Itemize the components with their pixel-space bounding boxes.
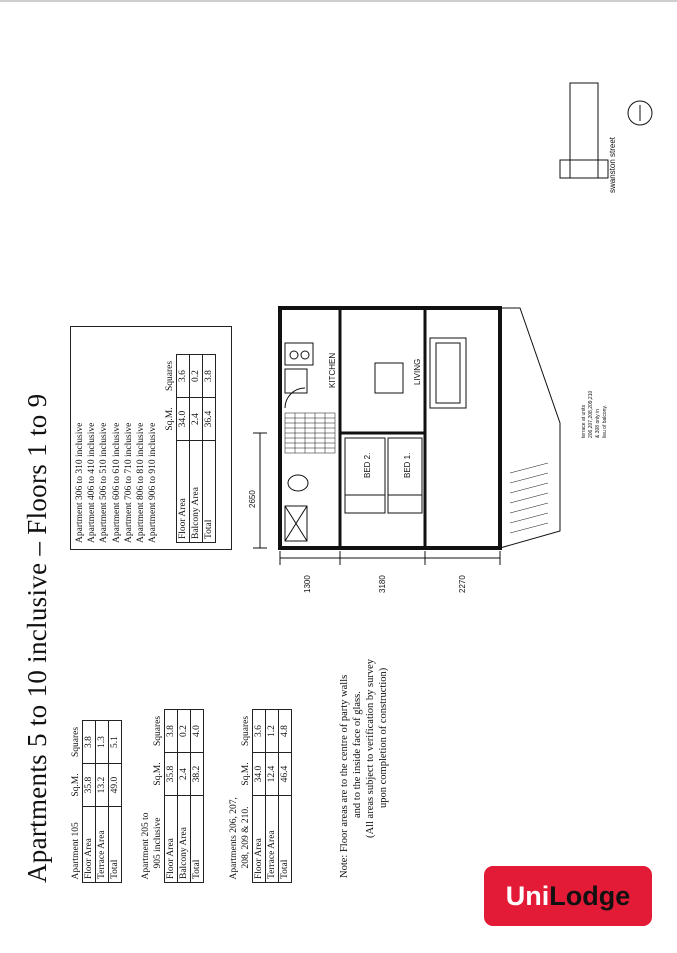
col-sqm: Sq.M.: [164, 398, 177, 441]
terrace-note: terrace at units: [581, 404, 587, 438]
note-line: (All areas subject to verification by survey: [365, 658, 376, 838]
terrace-note: 206,207,208,209,210: [588, 390, 594, 438]
cooktop: [285, 369, 307, 393]
kitchen-label: KITCHEN: [328, 352, 337, 388]
row-squares: 3.6: [177, 355, 190, 398]
dim-2270: 2270: [458, 575, 467, 593]
row-squares: 1.3: [96, 721, 109, 764]
logo-uni: Uni: [505, 880, 550, 911]
row-label: Terrace Area: [266, 796, 279, 883]
table-header: Apartments 206, 207,: [229, 797, 239, 880]
header-line: Apartment 606 to 610 inclusive: [111, 422, 122, 543]
bed2-label: BED 2.: [363, 452, 372, 478]
dim-1300: 1300: [303, 575, 312, 593]
row-squares: 3.6: [253, 710, 266, 753]
row-squares: 4.0: [191, 710, 204, 753]
row-sqm: 46.4: [279, 753, 292, 796]
row-label: Total: [191, 796, 204, 883]
row-sqm: 34.0: [253, 753, 266, 796]
col-squares: Squares: [70, 721, 83, 764]
row-sqm: 35.8: [83, 764, 96, 807]
row-label: Terrace Area: [96, 807, 109, 883]
note-line: upon completion of construction): [378, 667, 389, 808]
row-sqm: 34.0: [177, 398, 190, 441]
col-squares: Squares: [152, 710, 165, 753]
dim-2650: 2650: [248, 490, 257, 508]
balcony: [500, 308, 560, 548]
row-squares: 3.8: [165, 710, 178, 753]
table-header: Apartment 105: [70, 807, 83, 883]
row-squares: 5.1: [109, 721, 122, 764]
header-line: Apartment 806 to 810 inclusive: [136, 422, 147, 543]
col-squares: Squares: [164, 355, 177, 398]
header-line: Apartment 506 to 510 inclusive: [99, 422, 110, 543]
row-label: Floor Area: [165, 796, 178, 883]
row-squares: 1.2: [266, 710, 279, 753]
row-label: Floor Area: [83, 807, 96, 883]
building-outline: [570, 83, 598, 178]
street-label: swanston street: [608, 136, 617, 193]
balcony-hatch: [510, 463, 548, 533]
row-label: Total: [203, 441, 216, 543]
row-squares: 3.8: [83, 721, 96, 764]
row-squares: 0.2: [190, 355, 203, 398]
bathroom-tiles: [285, 413, 335, 453]
header-line: Apartment 306 to 310 inclusive: [75, 422, 85, 543]
unilodge-logo: [484, 866, 652, 926]
row-label: Balcony Area: [178, 796, 191, 883]
bed1-label: BED 1.: [403, 452, 412, 478]
row-sqm: 12.4: [266, 753, 279, 796]
row-sqm: 2.4: [178, 753, 191, 796]
row-label: Balcony Area: [190, 441, 203, 543]
toilet: [288, 475, 308, 491]
row-sqm: 49.0: [109, 764, 122, 807]
row-sqm: 36.4: [203, 398, 216, 441]
row-label: Floor Area: [253, 796, 266, 883]
note-line: Note: Floor areas are to the centre of party walls: [339, 674, 350, 878]
header-line: Apartment 706 to 710 inclusive: [123, 422, 134, 543]
row-squares: 4.8: [279, 710, 292, 753]
door-swing: [285, 388, 305, 408]
table-header: 905 inclusive: [152, 796, 165, 883]
row-label: Total: [109, 807, 122, 883]
col-sqm: Sq.M.: [70, 764, 83, 807]
terrace-note: lieu of balcony.: [602, 405, 608, 438]
row-sqm: 35.8: [165, 753, 178, 796]
dim-3180: 3180: [378, 575, 387, 593]
header-line: Apartment 906 to 910 inclusive: [148, 422, 159, 543]
sofa: [430, 338, 466, 408]
dining-table: [375, 363, 403, 393]
terrace-note: & 308 only in: [595, 409, 601, 438]
col-sqm: Sq.M.: [152, 753, 165, 796]
table-header: 208, 209 & 210.: [240, 796, 253, 883]
table-header: Apartment 205 to: [141, 812, 151, 880]
row-sqm: 13.2: [96, 764, 109, 807]
living-label: LIVING: [413, 358, 422, 385]
row-label: Total: [279, 796, 292, 883]
page-title: Apartments 5 to 10 inclusive – Floors 1 to 9: [22, 393, 52, 883]
row-squares: 0.2: [178, 710, 191, 753]
logo-lodge: Lodge: [549, 880, 631, 911]
row-squares: 3.8: [203, 355, 216, 398]
col-squares: Squares: [240, 710, 253, 753]
header-line: Apartment 406 to 410 inclusive: [87, 422, 98, 543]
row-sqm: 38.2: [191, 753, 204, 796]
row-label: Floor Area: [177, 441, 190, 543]
note-line: and to the inside face of glass.: [352, 691, 363, 818]
row-sqm: 2.4: [190, 398, 203, 441]
col-sqm: Sq.M.: [240, 753, 253, 796]
